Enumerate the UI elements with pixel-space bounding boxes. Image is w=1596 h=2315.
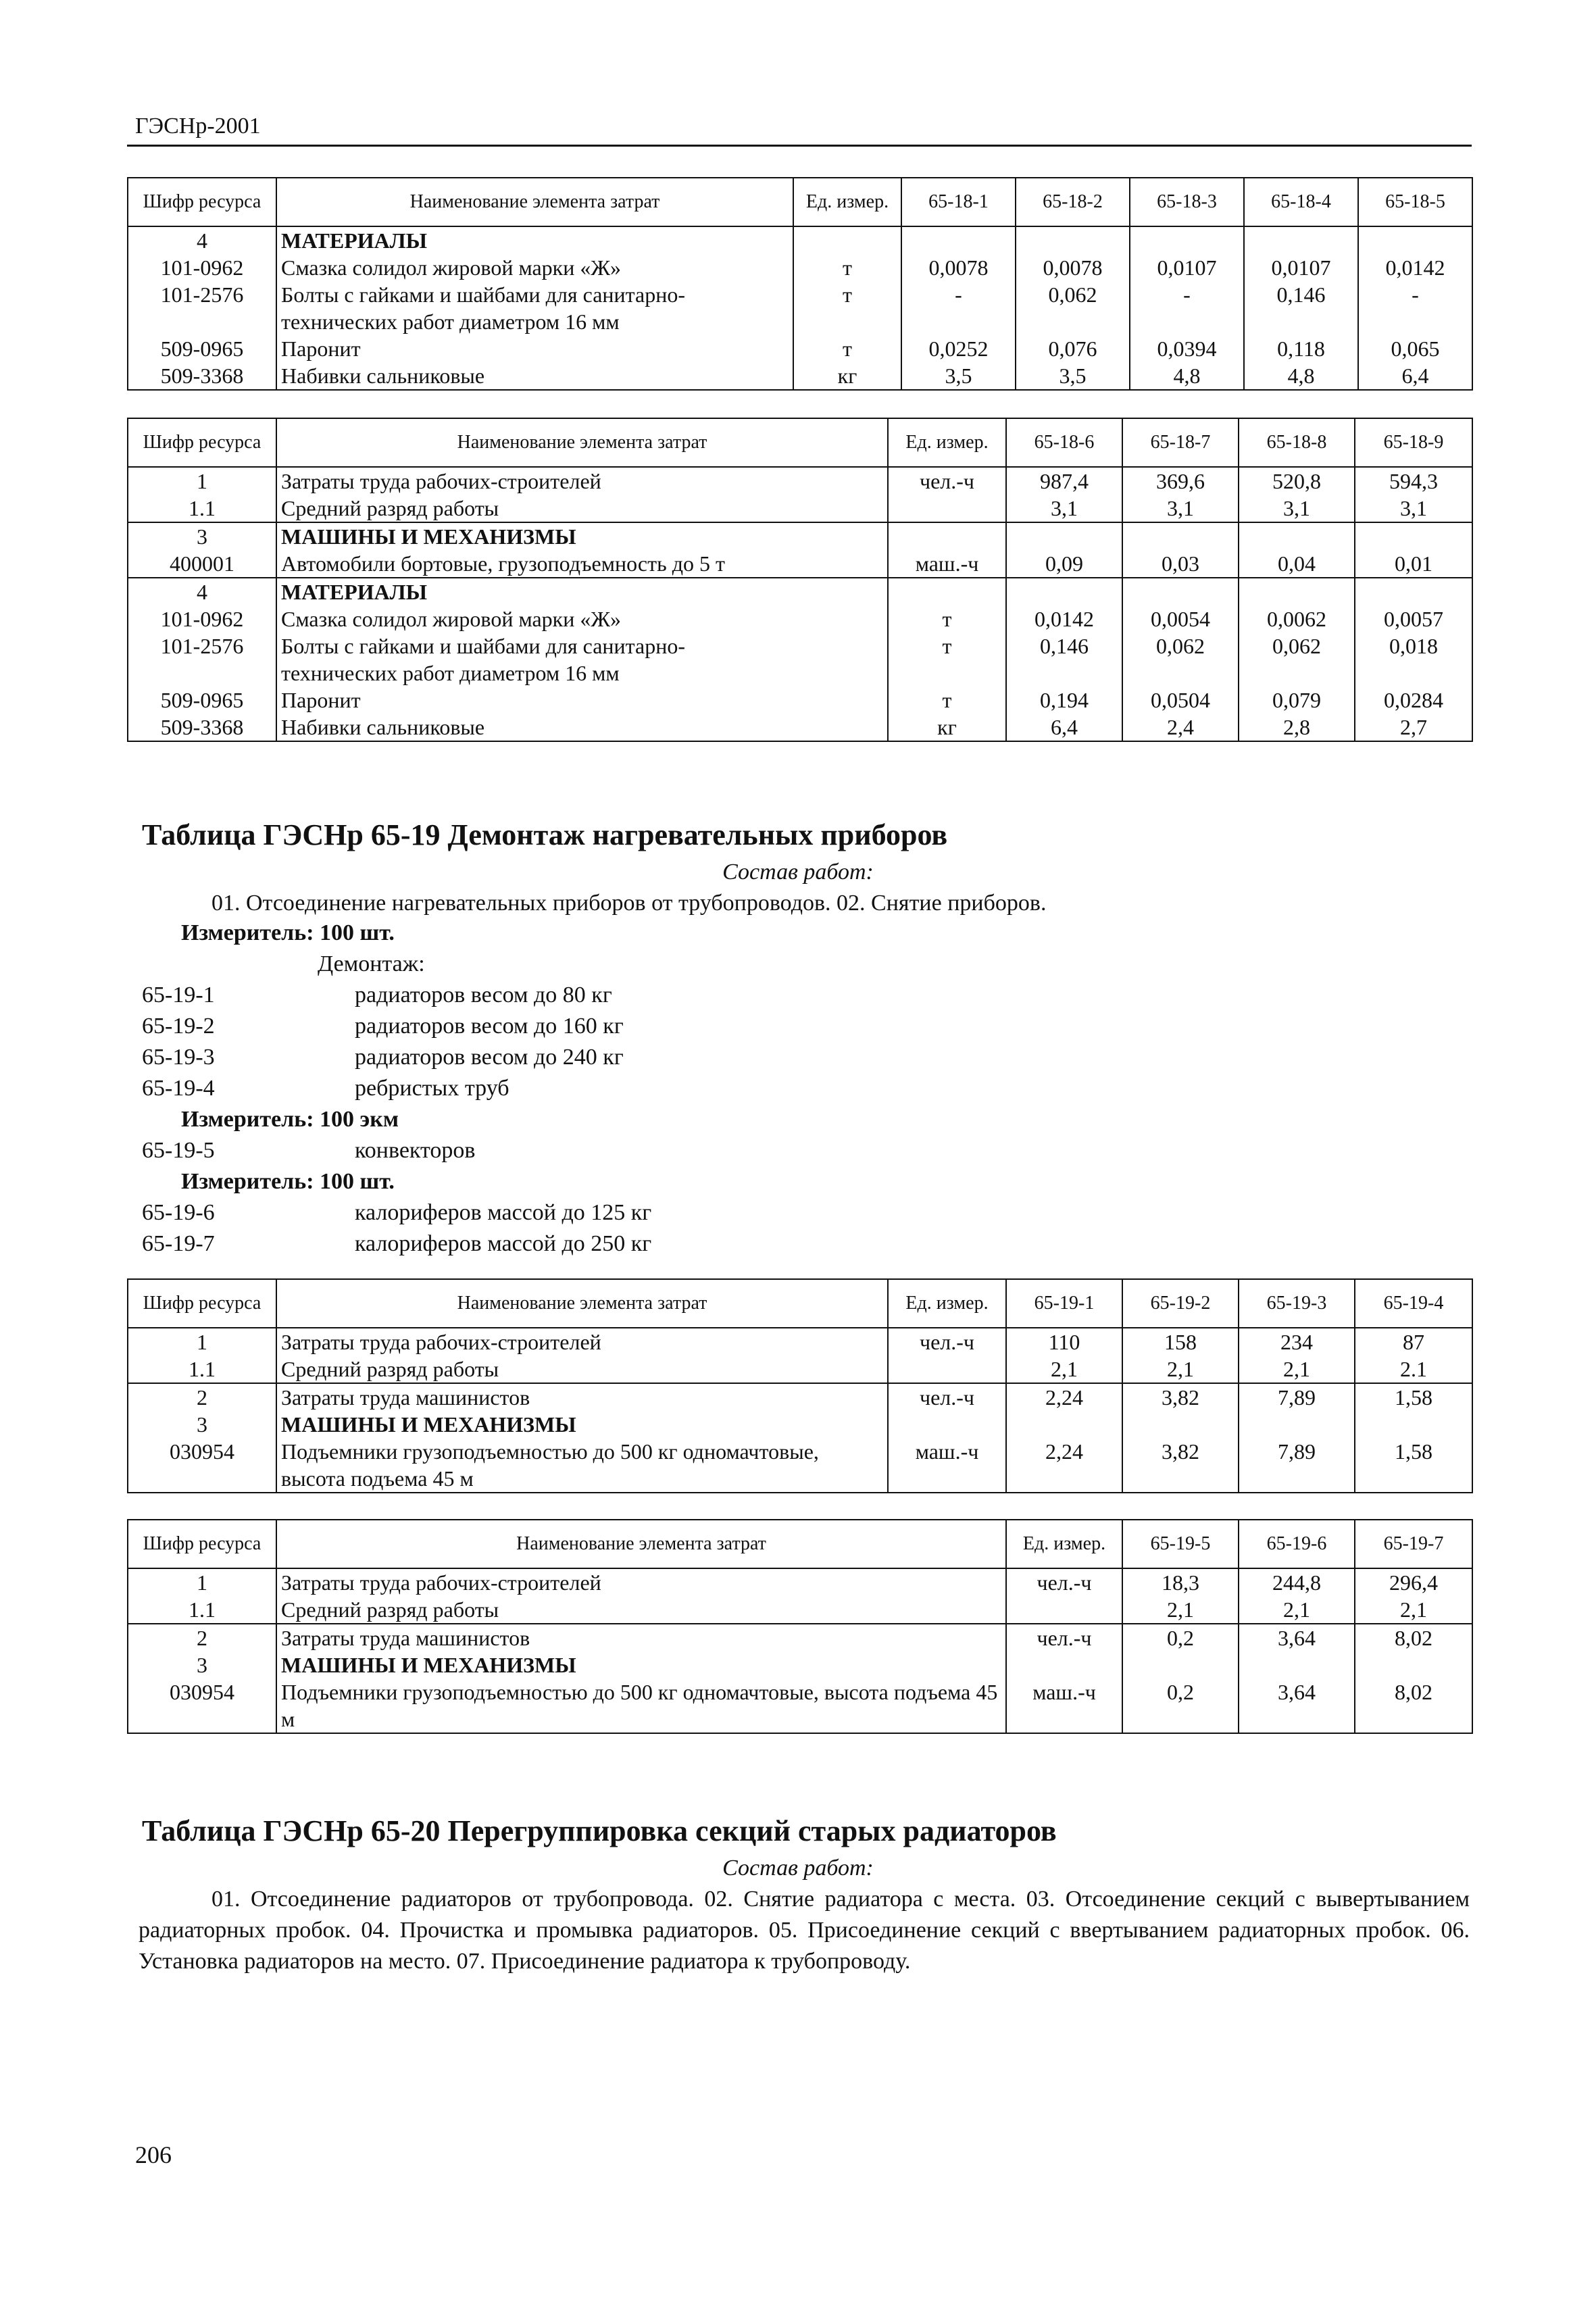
value-cell: 0,079 <box>1239 687 1355 714</box>
resource-code: 1 <box>128 467 276 495</box>
header-norm-code: 65-19-6 <box>1239 1520 1355 1568</box>
norm-description: конвекторов <box>355 1138 476 1163</box>
value-cell: 8,02 <box>1355 1624 1472 1651</box>
resource-group-title: МАШИНЫ И МЕХАНИЗМЫ <box>276 1651 1006 1678</box>
resource-code: 4 <box>128 226 276 254</box>
unit-cell <box>888 1355 1006 1383</box>
header-norm-code: 65-18-6 <box>1006 418 1122 467</box>
table-row <box>128 308 1472 335</box>
header-name: Наименование элемента затрат <box>276 418 888 467</box>
unit-cell: чел.-ч <box>1006 1624 1122 1651</box>
value-cell <box>1122 522 1239 550</box>
table-row <box>128 1328 1472 1355</box>
cost-element-name: Паронит <box>276 687 888 714</box>
value-cell: 87 <box>1355 1328 1472 1355</box>
value-cell: 0,018 <box>1355 632 1472 659</box>
header-norm-code: 65-19-3 <box>1239 1279 1355 1328</box>
resource-code: 1.1 <box>128 495 276 522</box>
value-cell: 0,118 <box>1244 335 1358 362</box>
value-cell: 244,8 <box>1239 1568 1355 1596</box>
resource-code: 3 <box>128 1411 276 1438</box>
value-cell: 0,062 <box>1122 632 1239 659</box>
norm-description: калориферов массой до 250 кг <box>355 1231 652 1256</box>
value-cell: 3,64 <box>1239 1624 1355 1651</box>
header-norm-code: 65-18-8 <box>1239 418 1355 467</box>
value-cell <box>1130 226 1244 254</box>
measure-label: Измеритель: 100 экм <box>181 1107 399 1132</box>
value-cell: 0,076 <box>1016 335 1130 362</box>
value-cell <box>1006 659 1122 687</box>
document-code: ГЭСНр-2001 <box>135 114 261 139</box>
value-cell: 0,03 <box>1122 550 1239 578</box>
section-title-65-20: Таблица ГЭСНр 65-20 Перегруппировка секций старых радиаторов <box>142 1814 1057 1847</box>
resource-group-title: МАТЕРИАЛЫ <box>276 226 793 254</box>
cost-element-name: Средний разряд работы <box>276 1596 1006 1624</box>
unit-cell: т <box>888 605 1006 632</box>
value-cell: - <box>1358 281 1472 308</box>
value-cell: 158 <box>1122 1328 1239 1355</box>
table-row <box>128 1411 1472 1438</box>
resource-table-65-18-6-9 <box>127 418 1473 742</box>
value-cell: 0,0062 <box>1239 605 1355 632</box>
cost-element-name: Затраты труда рабочих-строителей <box>276 1568 1006 1596</box>
header-code: Шифр ресурса <box>128 178 276 226</box>
resource-code: 101-0962 <box>128 254 276 281</box>
cost-element-name: Затраты труда рабочих-строителей <box>276 1328 888 1355</box>
resource-code: 4 <box>128 578 276 605</box>
value-cell: 2,1 <box>1239 1355 1355 1383</box>
resource-code: 400001 <box>128 550 276 578</box>
table-row <box>128 281 1472 308</box>
cost-element-name: Подъемники грузоподъемностью до 500 кг одномачтовые, высота подъема 45 м <box>276 1438 888 1493</box>
norm-description: ребристых труб <box>355 1076 509 1101</box>
norm-code: 65-19-4 <box>142 1076 215 1101</box>
resource-group-title: МАТЕРИАЛЫ <box>276 578 888 605</box>
cost-element-name: Затраты труда машинистов <box>276 1383 888 1411</box>
section-title-65-19: Таблица ГЭСНр 65-19 Демонтаж нагревательных приборов <box>142 818 948 851</box>
value-cell <box>1122 578 1239 605</box>
norm-description: радиаторов весом до 160 кг <box>355 1014 624 1039</box>
value-cell <box>1239 1411 1355 1438</box>
value-cell: 2,1 <box>1355 1596 1472 1624</box>
header-norm-code: 65-19-4 <box>1355 1279 1472 1328</box>
header-norm-code: 65-19-2 <box>1122 1279 1239 1328</box>
resource-code: 2 <box>128 1383 276 1411</box>
table-row <box>128 362 1472 390</box>
unit-cell <box>888 1411 1006 1438</box>
value-cell <box>1130 308 1244 335</box>
value-cell: 0,2 <box>1122 1624 1239 1651</box>
table-row <box>128 605 1472 632</box>
value-cell: 4,8 <box>1130 362 1244 390</box>
resource-table-65-18-1-5 <box>127 177 1473 391</box>
cost-element-name: Смазка солидол жировой марки «Ж» <box>276 254 793 281</box>
resource-code: 1.1 <box>128 1596 276 1624</box>
work-composition-label: Состав работ: <box>722 1856 874 1881</box>
unit-cell: чел.-ч <box>888 1383 1006 1411</box>
value-cell: 0,0057 <box>1355 605 1472 632</box>
table-row <box>128 578 1472 605</box>
header-norm-code: 65-18-4 <box>1244 178 1358 226</box>
value-cell: 0,062 <box>1016 281 1130 308</box>
table-row <box>128 687 1472 714</box>
value-cell <box>1006 1411 1122 1438</box>
table-row <box>128 1438 1472 1493</box>
cost-element-name: Средний разряд работы <box>276 495 888 522</box>
value-cell: 3,64 <box>1239 1678 1355 1733</box>
header-rule <box>127 145 1472 147</box>
table-row <box>128 659 1472 687</box>
value-cell <box>1244 308 1358 335</box>
value-cell: 2,4 <box>1122 714 1239 741</box>
unit-cell: маш.-ч <box>888 1438 1006 1493</box>
table-row <box>128 226 1472 254</box>
work-composition-text: 01. Отсоединение нагревательных приборов от трубопроводов. 02. Снятие приборов. <box>211 891 1047 916</box>
header-norm-code: 65-18-1 <box>901 178 1016 226</box>
value-cell <box>1355 1411 1472 1438</box>
cost-element-name: Автомобили бортовые, грузоподъемность до 5 т <box>276 550 888 578</box>
value-cell <box>1239 1651 1355 1678</box>
value-cell <box>901 226 1016 254</box>
value-cell <box>1239 659 1355 687</box>
value-cell: 0,0078 <box>1016 254 1130 281</box>
value-cell: 0,0078 <box>901 254 1016 281</box>
norm-code: 65-19-5 <box>142 1138 215 1163</box>
header-name: Наименование элемента затрат <box>276 1279 888 1328</box>
unit-cell <box>888 522 1006 550</box>
unit-cell <box>793 308 901 335</box>
value-cell <box>1244 226 1358 254</box>
value-cell: 234 <box>1239 1328 1355 1355</box>
table-row <box>128 550 1472 578</box>
cost-element-name: технических работ диаметром 16 мм <box>276 308 793 335</box>
table-row <box>128 1383 1472 1411</box>
value-cell: 3,5 <box>901 362 1016 390</box>
value-cell <box>1016 308 1130 335</box>
value-cell: 2,1 <box>1122 1596 1239 1624</box>
value-cell: 2,8 <box>1239 714 1355 741</box>
value-cell <box>1355 578 1472 605</box>
unit-cell: т <box>793 254 901 281</box>
resource-code: 1 <box>128 1328 276 1355</box>
header-norm-code: 65-18-7 <box>1122 418 1239 467</box>
unit-cell <box>1006 1596 1122 1624</box>
value-cell: 3,5 <box>1016 362 1130 390</box>
value-cell: 1,58 <box>1355 1383 1472 1411</box>
unit-cell: маш.-ч <box>888 550 1006 578</box>
header-norm-code: 65-18-2 <box>1016 178 1130 226</box>
value-cell: 0,146 <box>1006 632 1122 659</box>
norm-code: 65-19-3 <box>142 1045 215 1070</box>
value-cell: 0,0142 <box>1358 254 1472 281</box>
value-cell: 0,09 <box>1006 550 1122 578</box>
header-name: Наименование элемента затрат <box>276 1520 1006 1568</box>
value-cell: 2,1 <box>1122 1355 1239 1383</box>
value-cell <box>1355 522 1472 550</box>
value-cell: 6,4 <box>1358 362 1472 390</box>
dismantling-label: Демонтаж: <box>318 951 425 976</box>
norm-code: 65-19-7 <box>142 1231 215 1256</box>
unit-cell: т <box>888 632 1006 659</box>
work-composition-label: Состав работ: <box>722 860 874 885</box>
value-cell: 594,3 <box>1355 467 1472 495</box>
value-cell <box>1122 1411 1239 1438</box>
value-cell: 2,1 <box>1006 1355 1122 1383</box>
header-unit: Ед. измер. <box>793 178 901 226</box>
value-cell: 0,0107 <box>1130 254 1244 281</box>
norm-code: 65-19-1 <box>142 982 215 1007</box>
unit-cell <box>888 659 1006 687</box>
table-row <box>128 467 1472 495</box>
value-cell: 987,4 <box>1006 467 1122 495</box>
unit-cell: чел.-ч <box>888 467 1006 495</box>
table-row <box>128 632 1472 659</box>
resource-code: 2 <box>128 1624 276 1651</box>
header-code: Шифр ресурса <box>128 418 276 467</box>
table-row <box>128 1568 1472 1596</box>
measure-label: Измеритель: 100 шт. <box>181 920 395 945</box>
value-cell: 520,8 <box>1239 467 1355 495</box>
cost-element-name: технических работ диаметром 16 мм <box>276 659 888 687</box>
value-cell <box>1358 226 1472 254</box>
unit-cell <box>793 226 901 254</box>
page-number: 206 <box>135 2141 172 2168</box>
unit-cell: чел.-ч <box>1006 1568 1122 1596</box>
resource-code: 3 <box>128 522 276 550</box>
value-cell: 3,1 <box>1355 495 1472 522</box>
cost-element-name: Болты с гайками и шайбами для санитарно- <box>276 281 793 308</box>
header-norm-code: 65-19-1 <box>1006 1279 1122 1328</box>
resource-group-title: МАШИНЫ И МЕХАНИЗМЫ <box>276 522 888 550</box>
value-cell: 0,062 <box>1239 632 1355 659</box>
value-cell <box>1122 1651 1239 1678</box>
unit-cell <box>888 495 1006 522</box>
unit-cell: чел.-ч <box>888 1328 1006 1355</box>
value-cell <box>1355 659 1472 687</box>
header-norm-code: 65-18-3 <box>1130 178 1244 226</box>
value-cell: 2,7 <box>1355 714 1472 741</box>
resource-code: 030954 <box>128 1678 276 1733</box>
value-cell: 0,0107 <box>1244 254 1358 281</box>
table-row <box>128 1596 1472 1624</box>
cost-element-name: Болты с гайками и шайбами для санитарно- <box>276 632 888 659</box>
unit-cell: кг <box>888 714 1006 741</box>
value-cell: 3,82 <box>1122 1383 1239 1411</box>
header-norm-code: 65-19-7 <box>1355 1520 1472 1568</box>
table-row <box>128 495 1472 522</box>
unit-cell: маш.-ч <box>1006 1678 1122 1733</box>
work-composition-text: 01. Отсоединение радиаторов от трубопровода. 02. Снятие радиатора с места. 03. Отсоединение секций с вывертыванием радиаторных пробок. 04. Прочистка и промывка радиаторов. 05. Присоединение секций с ввертыванием радиаторных пробок. 06. Установка радиаторов на место. 07. Присоединение радиатора к трубопроводу. <box>139 1887 1470 1974</box>
value-cell <box>1239 578 1355 605</box>
cost-element-name: Смазка солидол жировой марки «Ж» <box>276 605 888 632</box>
value-cell: 0,0252 <box>901 335 1016 362</box>
cost-element-name: Паронит <box>276 335 793 362</box>
value-cell <box>901 308 1016 335</box>
value-cell: 0,2 <box>1122 1678 1239 1733</box>
resource-code: 509-3368 <box>128 362 276 390</box>
resource-code: 101-0962 <box>128 605 276 632</box>
table-row <box>128 714 1472 741</box>
unit-cell: кг <box>793 362 901 390</box>
value-cell <box>1358 308 1472 335</box>
value-cell <box>1006 578 1122 605</box>
value-cell: 18,3 <box>1122 1568 1239 1596</box>
resource-code: 509-3368 <box>128 714 276 741</box>
value-cell <box>1016 226 1130 254</box>
resource-table-65-19-5-7 <box>127 1519 1473 1734</box>
value-cell: 0,01 <box>1355 550 1472 578</box>
value-cell <box>1355 1651 1472 1678</box>
header-unit: Ед. измер. <box>888 418 1006 467</box>
header-code: Шифр ресурса <box>128 1520 276 1568</box>
table-row <box>128 254 1472 281</box>
resource-code <box>128 308 276 335</box>
unit-cell: т <box>888 687 1006 714</box>
header-unit: Ед. измер. <box>888 1279 1006 1328</box>
header-unit: Ед. измер. <box>1006 1520 1122 1568</box>
resource-code: 509-0965 <box>128 687 276 714</box>
value-cell: 369,6 <box>1122 467 1239 495</box>
norm-code: 65-19-2 <box>142 1014 215 1039</box>
value-cell: 2.1 <box>1355 1355 1472 1383</box>
resource-code: 101-2576 <box>128 632 276 659</box>
norm-description: калориферов массой до 125 кг <box>355 1200 652 1225</box>
cost-element-name: Подъемники грузоподъемностью до 500 кг одномачтовые, высота подъема 45 м <box>276 1678 1006 1733</box>
value-cell: 0,0394 <box>1130 335 1244 362</box>
header-code: Шифр ресурса <box>128 1279 276 1328</box>
unit-cell <box>1006 1651 1122 1678</box>
cost-element-name: Набивки сальниковые <box>276 714 888 741</box>
norm-description: радиаторов весом до 240 кг <box>355 1045 624 1070</box>
value-cell: - <box>1130 281 1244 308</box>
header-norm-code: 65-19-5 <box>1122 1520 1239 1568</box>
value-cell: 1,58 <box>1355 1438 1472 1493</box>
resource-group-title: МАШИНЫ И МЕХАНИЗМЫ <box>276 1411 888 1438</box>
cost-element-name: Набивки сальниковые <box>276 362 793 390</box>
value-cell: 2,1 <box>1239 1596 1355 1624</box>
unit-cell: т <box>793 335 901 362</box>
norm-description: радиаторов весом до 80 кг <box>355 982 612 1007</box>
value-cell: 0,0504 <box>1122 687 1239 714</box>
resource-code: 030954 <box>128 1438 276 1493</box>
unit-cell: т <box>793 281 901 308</box>
value-cell: 110 <box>1006 1328 1122 1355</box>
header-norm-code: 65-18-5 <box>1358 178 1472 226</box>
value-cell: - <box>901 281 1016 308</box>
value-cell: 0,0284 <box>1355 687 1472 714</box>
resource-code: 509-0965 <box>128 335 276 362</box>
value-cell <box>1006 522 1122 550</box>
header-norm-code: 65-18-9 <box>1355 418 1472 467</box>
value-cell: 3,1 <box>1122 495 1239 522</box>
value-cell: 6,4 <box>1006 714 1122 741</box>
resource-code: 101-2576 <box>128 281 276 308</box>
table-row <box>128 1678 1472 1733</box>
value-cell <box>1239 522 1355 550</box>
value-cell: 7,89 <box>1239 1438 1355 1493</box>
value-cell: 7,89 <box>1239 1383 1355 1411</box>
value-cell: 8,02 <box>1355 1678 1472 1733</box>
cost-element-name: Затраты труда машинистов <box>276 1624 1006 1651</box>
value-cell: 2,24 <box>1006 1438 1122 1493</box>
resource-table-65-19-1-4 <box>127 1278 1473 1493</box>
norm-code: 65-19-6 <box>142 1200 215 1225</box>
resource-code: 1 <box>128 1568 276 1596</box>
table-row <box>128 1624 1472 1651</box>
value-cell: 0,0142 <box>1006 605 1122 632</box>
measure-label: Измеритель: 100 шт. <box>181 1169 395 1194</box>
cost-element-name: Затраты труда рабочих-строителей <box>276 467 888 495</box>
table-row <box>128 335 1472 362</box>
header-name: Наименование элемента затрат <box>276 178 793 226</box>
value-cell: 0,04 <box>1239 550 1355 578</box>
unit-cell <box>888 578 1006 605</box>
resource-code <box>128 659 276 687</box>
value-cell: 2,24 <box>1006 1383 1122 1411</box>
table-row <box>128 1651 1472 1678</box>
value-cell: 296,4 <box>1355 1568 1472 1596</box>
value-cell: 3,1 <box>1006 495 1122 522</box>
table-row <box>128 522 1472 550</box>
value-cell <box>1122 659 1239 687</box>
value-cell: 4,8 <box>1244 362 1358 390</box>
value-cell: 3,1 <box>1239 495 1355 522</box>
value-cell: 0,194 <box>1006 687 1122 714</box>
resource-code: 1.1 <box>128 1355 276 1383</box>
value-cell: 0,146 <box>1244 281 1358 308</box>
cost-element-name: Средний разряд работы <box>276 1355 888 1383</box>
value-cell: 0,0054 <box>1122 605 1239 632</box>
value-cell: 3,82 <box>1122 1438 1239 1493</box>
resource-code: 3 <box>128 1651 276 1678</box>
value-cell: 0,065 <box>1358 335 1472 362</box>
table-row <box>128 1355 1472 1383</box>
